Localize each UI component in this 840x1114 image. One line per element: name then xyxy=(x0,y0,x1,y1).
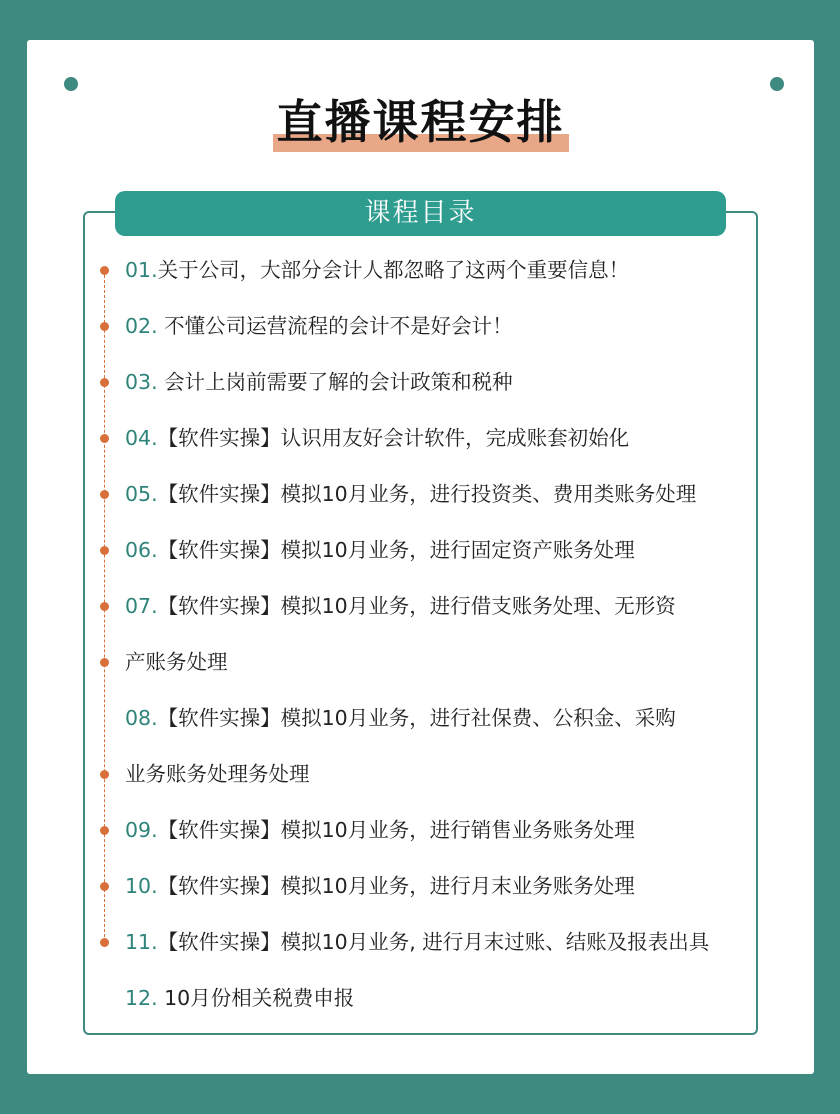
course-title: 【软件实操】模拟10月业务，进行月末业务账务处理 xyxy=(157,874,635,898)
timeline-dot xyxy=(100,490,109,499)
course-title: 【软件实操】模拟10月业务，进行借支账务处理、无形资 xyxy=(157,594,676,618)
course-title: 【软件实操】模拟10月业务, 进行月末过账、结账及报表出具 xyxy=(157,930,710,954)
course-number: 04. xyxy=(125,426,158,450)
course-title: 不懂公司运营流程的会计不是好会计！ xyxy=(157,314,513,338)
course-number: 08. xyxy=(125,706,158,730)
course-title: 业务账务处理务处理 xyxy=(125,762,310,786)
course-number: 11. xyxy=(125,930,158,954)
course-item xyxy=(125,410,629,466)
decorative-dot-left xyxy=(64,77,78,91)
course-number: 01. xyxy=(125,258,158,282)
course-item xyxy=(125,354,513,410)
course-number: 05. xyxy=(125,482,158,506)
course-item xyxy=(125,746,310,802)
course-number: 10. xyxy=(125,874,158,898)
course-title: 【软件实操】认识用友好会计软件，完成账套初始化 xyxy=(157,426,630,450)
timeline-dot xyxy=(100,882,109,891)
timeline-dot xyxy=(100,434,109,443)
course-item xyxy=(125,970,354,1026)
timeline-dot xyxy=(100,938,109,947)
course-item xyxy=(125,690,676,746)
course-title: 10月份相关税费申报 xyxy=(157,986,355,1010)
course-item xyxy=(125,914,709,970)
timeline-dot xyxy=(100,770,109,779)
page-title xyxy=(273,92,569,152)
course-item xyxy=(125,858,635,914)
course-number: 07. xyxy=(125,594,158,618)
course-item xyxy=(125,298,513,354)
course-number: 03. xyxy=(125,370,158,394)
course-title: 【软件实操】模拟10月业务，进行投资类、费用类账务处理 xyxy=(157,482,697,506)
course-title: 产账务处理 xyxy=(125,650,228,674)
timeline-dot xyxy=(100,546,109,555)
course-item xyxy=(125,466,696,522)
course-number: 02. xyxy=(125,314,158,338)
course-item xyxy=(125,578,676,634)
course-card xyxy=(27,40,814,1074)
timeline-dot xyxy=(100,378,109,387)
timeline-dot xyxy=(100,266,109,275)
timeline-dot xyxy=(100,658,109,667)
section-header: 课程目录 xyxy=(115,191,726,236)
course-item xyxy=(125,802,635,858)
course-title: 【软件实操】模拟10月业务，进行社保费、公积金、采购 xyxy=(157,706,676,730)
course-number: 06. xyxy=(125,538,158,562)
course-title: 关于公司，大部分会计人都忽略了这两个重要信息！ xyxy=(157,258,630,282)
course-title: 【软件实操】模拟10月业务，进行固定资产账务处理 xyxy=(157,538,635,562)
timeline-dot xyxy=(100,322,109,331)
timeline-dot xyxy=(100,602,109,611)
course-number: 09. xyxy=(125,818,158,842)
course-item xyxy=(125,242,629,298)
course-title: 【软件实操】模拟10月业务，进行销售业务账务处理 xyxy=(157,818,635,842)
decorative-dot-right xyxy=(770,77,784,91)
timeline-dot xyxy=(100,826,109,835)
title-wrap xyxy=(27,92,814,152)
course-number: 12. xyxy=(125,986,158,1010)
course-title: 会计上岗前需要了解的会计政策和税种 xyxy=(157,370,513,394)
title-text: 直播课程安排 xyxy=(276,95,565,149)
course-item xyxy=(125,522,635,578)
course-item xyxy=(125,634,228,690)
